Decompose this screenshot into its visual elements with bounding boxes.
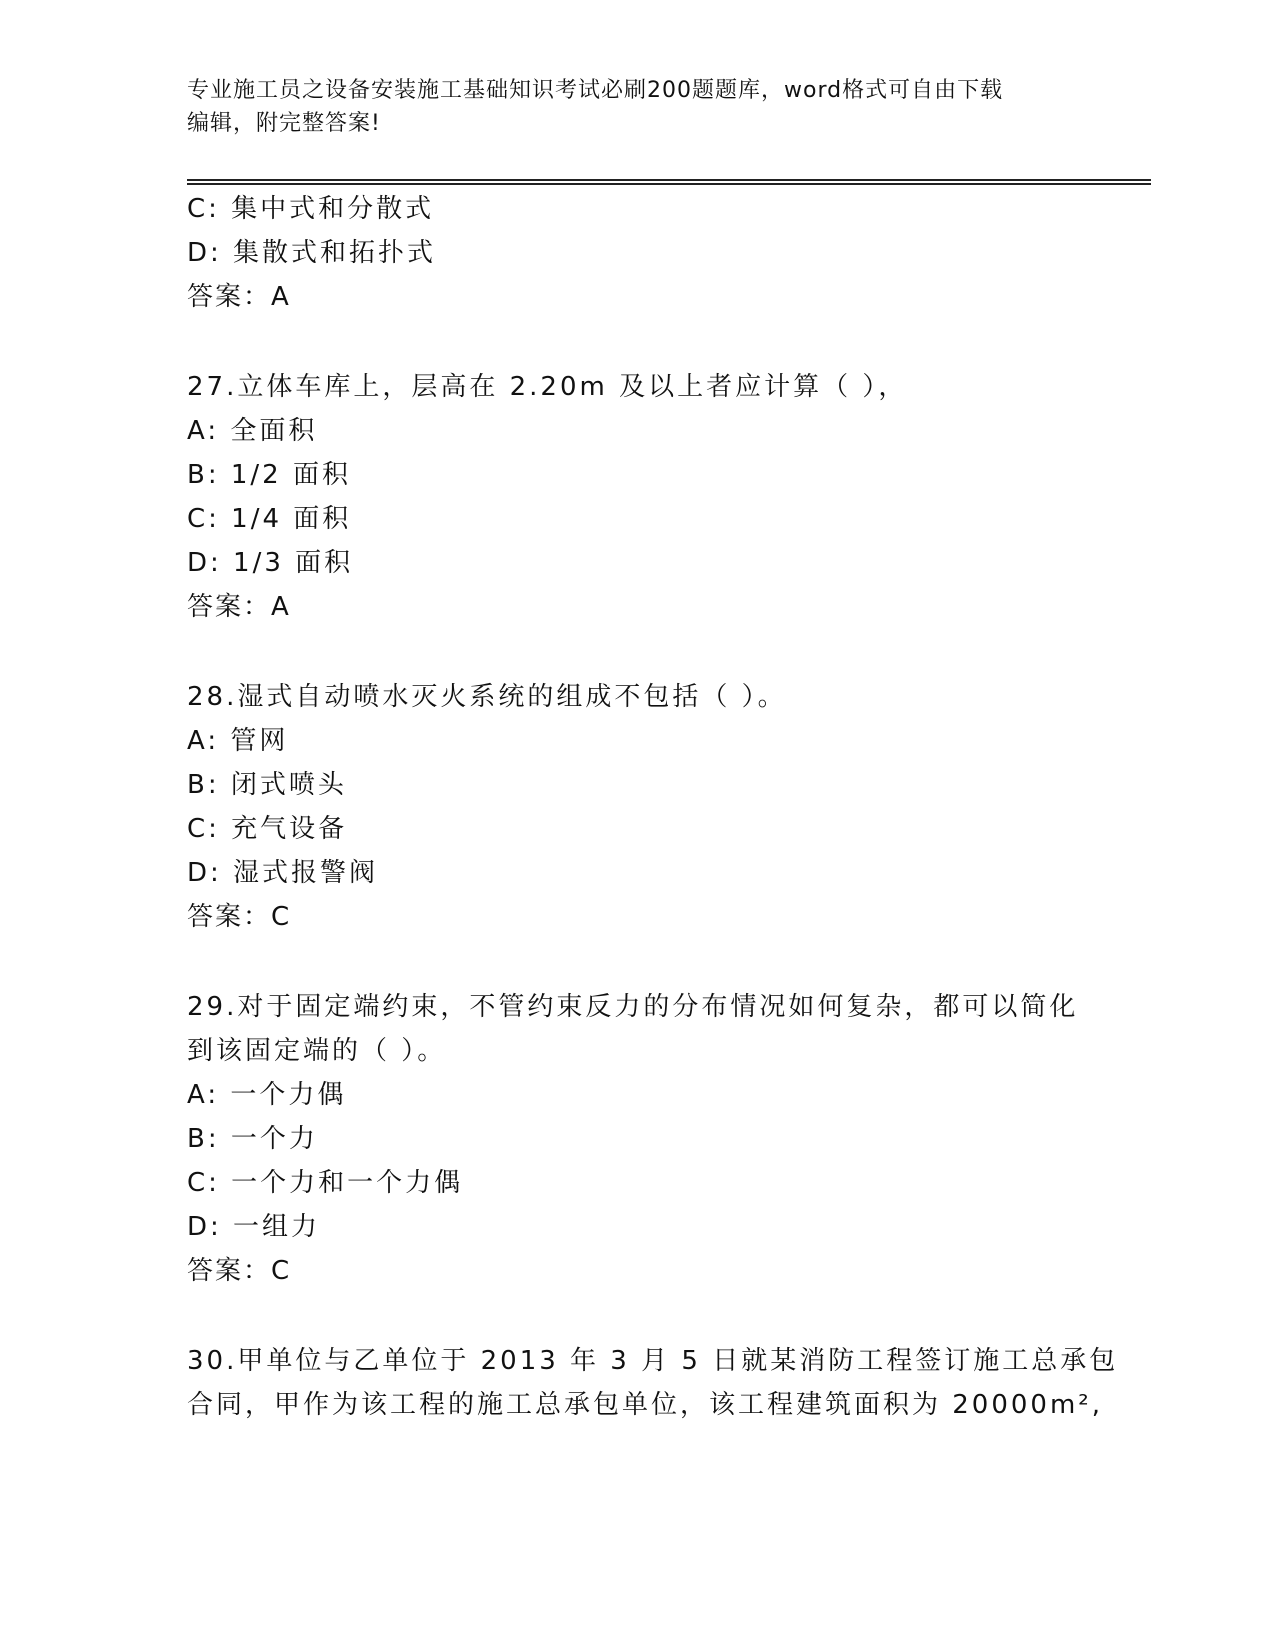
- q29-option-c: C: 一个力和一个力偶: [187, 1168, 464, 1198]
- q29-stem-line-1: 29.对于固定端约束，不管约束反力的分布情况如何复杂，都可以简化: [187, 992, 1079, 1022]
- q28-option-b: B: 闭式喷头: [187, 770, 347, 800]
- q29-option-d: D: 一组力: [187, 1212, 321, 1242]
- q27-option-a: A: 全面积: [187, 416, 318, 446]
- q29-option-b: B: 一个力: [187, 1124, 318, 1154]
- prev-answer: 答案：A: [187, 282, 291, 312]
- q29-option-a: A: 一个力偶: [187, 1080, 347, 1110]
- q28-stem: 28.湿式自动喷水灭火系统的组成不包括（ ）。: [187, 682, 787, 712]
- q28-answer: 答案：C: [187, 902, 292, 932]
- prev-option-d: D: 集散式和拓扑式: [187, 238, 437, 268]
- q27-stem: 27.立体车库上，层高在 2.20m 及以上者应计算（ ），: [187, 372, 908, 402]
- q30-stem-line-2: 合同，甲作为该工程的施工总承包单位，该工程建筑面积为 20000m²,: [187, 1390, 1103, 1420]
- q27-option-c: C: 1/4 面积: [187, 504, 352, 534]
- header-divider-top: [187, 179, 1151, 181]
- q29-answer: 答案：C: [187, 1256, 292, 1286]
- q28-option-d: D: 湿式报警阀: [187, 858, 379, 888]
- q28-option-a: A: 管网: [187, 726, 289, 756]
- q27-option-d: D: 1/3 面积: [187, 548, 354, 578]
- header-divider-bottom: [187, 183, 1151, 185]
- prev-option-c: C: 集中式和分散式: [187, 194, 435, 224]
- document-header: [187, 74, 1087, 140]
- q27-answer: 答案：A: [187, 592, 291, 622]
- header-title-line-1: 专业施工员之设备安装施工基础知识考试必刷200题题库，word格式可自由下载: [187, 78, 1004, 103]
- header-title-line-2: 编辑，附完整答案!: [187, 111, 381, 136]
- q30-stem-line-1: 30.甲单位与乙单位于 2013 年 3 月 5 日就某消防工程签订施工总承包: [187, 1346, 1119, 1376]
- q27-option-b: B: 1/2 面积: [187, 460, 351, 490]
- q29-stem-line-2: 到该固定端的（ ）。: [187, 1036, 447, 1066]
- q28-option-c: C: 充气设备: [187, 814, 348, 844]
